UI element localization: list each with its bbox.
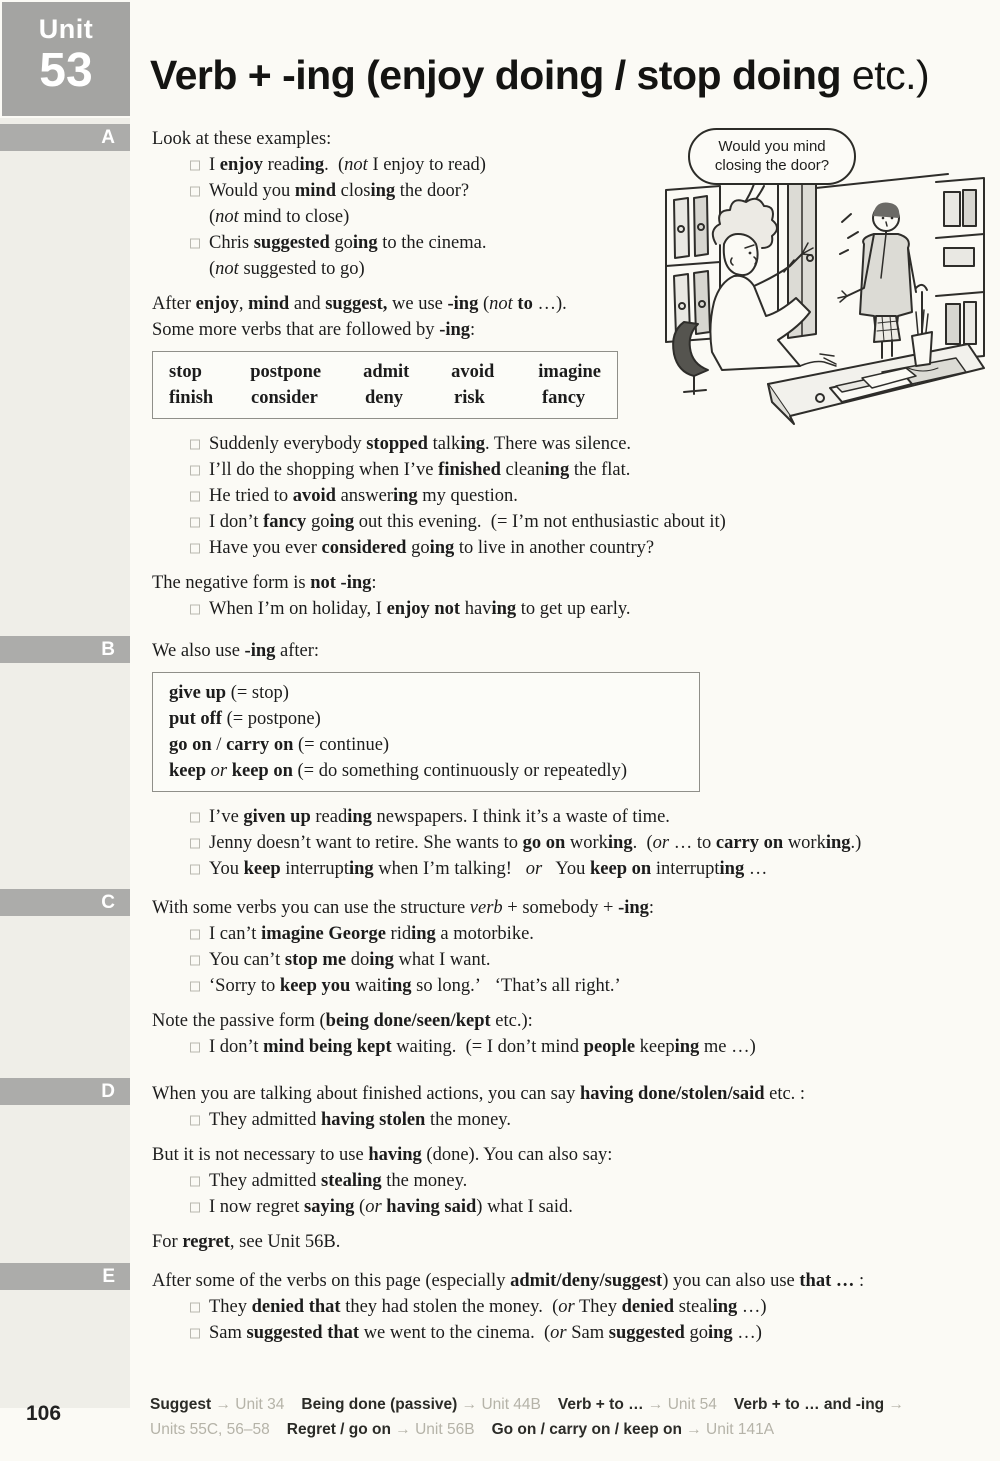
example-sentence: Have you ever considered going to live in another country? xyxy=(152,535,998,561)
speech-bubble-text: closing the door? xyxy=(714,157,830,174)
square-bullet-icon xyxy=(190,161,200,171)
example-sentence: Would you mind closing the door? xyxy=(152,178,998,204)
verb-list-box xyxy=(152,351,618,419)
verb-item: consider xyxy=(251,388,318,408)
phrasal-verb-line: give up (= stop) xyxy=(169,683,289,703)
example-sentence: Chris suggested going to the cinema. xyxy=(152,230,998,256)
square-bullet-icon xyxy=(190,1177,200,1187)
square-bullet-icon xyxy=(190,440,200,450)
example-sentence: I now regret saying (or having said) what I said. xyxy=(152,1194,998,1220)
phrasal-verb-line: keep or keep on (= do something continuously or repeatedly) xyxy=(169,761,627,781)
cross-reference-line: Units 55C, 56–58 Regret / go on → Unit 56B Go on / carry on / keep on → Unit 141A xyxy=(150,1421,775,1438)
margin-strip xyxy=(0,118,130,1408)
square-bullet-icon xyxy=(190,1043,200,1053)
explanation-text: When you are talking about finished actions, you can say having done/stolen/said etc. : xyxy=(152,1084,806,1104)
example-sentence: I’ve given up reading newspapers. I think it’s a waste of time. xyxy=(152,804,998,830)
section-tab-d: D xyxy=(0,1078,130,1105)
square-bullet-icon xyxy=(190,956,200,966)
example-continuation: (not suggested to go) xyxy=(209,259,365,279)
verb-item: stop xyxy=(169,362,202,382)
explanation-text: For regret, see Unit 56B. xyxy=(152,1232,341,1252)
explanation-text: But it is not necessary to use having (done). You can also say: xyxy=(152,1145,613,1165)
square-bullet-icon xyxy=(190,492,200,502)
unit-badge xyxy=(2,2,130,116)
example-sentence: I can’t imagine George riding a motorbike. xyxy=(152,921,998,947)
square-bullet-icon xyxy=(190,518,200,528)
explanation-text: With some verbs you can use the structure verb + somebody + -ing: xyxy=(152,898,655,918)
example-sentence: I’ll do the shopping when I’ve finished cleaning the flat. xyxy=(152,457,998,483)
example-sentence: You keep interrupting when I’m talking! or You keep on interrupting … xyxy=(152,856,998,882)
explanation-text: Note the passive form (being done/seen/kept etc.): xyxy=(152,1011,533,1031)
section-e xyxy=(152,1268,998,1346)
page-title: Verb + -ing (enjoy doing / stop doing etc.) xyxy=(150,52,930,98)
phrasal-verb-line: go on / carry on (= continue) xyxy=(169,735,390,755)
cross-reference-line: Suggest → Unit 34 Being done (passive) → Unit 44B Verb + to … → Unit 54 Verb + to … and -ing → xyxy=(150,1396,904,1413)
explanation-text: After some of the verbs on this page (especially admit/deny/suggest) you can also use that … : xyxy=(152,1271,865,1291)
verb-item: deny xyxy=(365,388,404,408)
speech-bubble xyxy=(688,128,856,185)
example-sentence: They admitted having stolen the money. xyxy=(152,1107,998,1133)
example-sentence: They admitted stealing the money. xyxy=(152,1168,998,1194)
verb-item: fancy xyxy=(542,388,586,408)
verb-item: postpone xyxy=(250,362,322,382)
verb-item: risk xyxy=(454,388,485,408)
page-number: 106 xyxy=(26,1402,62,1425)
explanation-text: After enjoy, mind and suggest, we use -ing (not to …). xyxy=(152,294,567,314)
square-bullet-icon xyxy=(190,1303,200,1313)
square-bullet-icon xyxy=(190,187,200,197)
square-bullet-icon xyxy=(190,466,200,476)
square-bullet-icon xyxy=(190,865,200,875)
square-bullet-icon xyxy=(190,839,200,849)
example-sentence: I enjoy reading. (not I enjoy to read) xyxy=(152,152,998,178)
example-sentence: He tried to avoid answering my question. xyxy=(152,483,998,509)
verb-list-row xyxy=(169,359,601,385)
verb-item: admit xyxy=(363,362,410,382)
example-sentence: Sam suggested that we went to the cinema. (or Sam suggested going …) xyxy=(152,1320,998,1346)
explanation-text: Some more verbs that are followed by -ing: xyxy=(152,320,476,340)
section-d xyxy=(152,1081,998,1255)
example-sentence: ‘Sorry to keep you waiting so long.’ ‘That’s all right.’ xyxy=(152,973,998,999)
square-bullet-icon xyxy=(190,813,200,823)
illustration xyxy=(650,126,990,426)
section-tab-b: B xyxy=(0,636,130,663)
section-c xyxy=(152,895,998,1060)
explanation-text: Look at these examples: xyxy=(152,129,332,149)
verb-list-row xyxy=(169,385,601,411)
square-bullet-icon xyxy=(190,544,200,554)
verb-item: finish xyxy=(169,388,214,408)
verb-item: avoid xyxy=(451,362,495,382)
section-tab-a: A xyxy=(0,124,130,151)
example-sentence: When I’m on holiday, I enjoy not having to get up early. xyxy=(152,596,998,622)
square-bullet-icon xyxy=(190,605,200,615)
example-sentence: They denied that they had stolen the money. (or They denied stealing …) xyxy=(152,1294,998,1320)
section-tab-c: C xyxy=(0,889,130,916)
example-continuation: (not mind to close) xyxy=(209,207,350,227)
phrasal-verb-line: put off (= postpone) xyxy=(169,709,321,729)
square-bullet-icon xyxy=(190,1329,200,1339)
example-sentence: I don’t mind being kept waiting. (= I don’t mind people keeping me …) xyxy=(152,1034,998,1060)
square-bullet-icon xyxy=(190,1116,200,1126)
square-bullet-icon xyxy=(190,982,200,992)
verb-item: imagine xyxy=(538,362,601,382)
example-sentence: Jenny doesn’t want to retire. She wants to go on working. (or … to carry on working.) xyxy=(152,830,998,856)
example-sentence: Suddenly everybody stopped talking. There was silence. xyxy=(152,431,998,457)
explanation-text: We also use -ing after: xyxy=(152,641,320,661)
section-b xyxy=(152,638,998,882)
example-sentence: I don’t fancy going out this evening. (= I’m not enthusiastic about it) xyxy=(152,509,998,535)
square-bullet-icon xyxy=(190,1203,200,1213)
unit-label: Unit xyxy=(38,14,94,44)
explanation-text: The negative form is not -ing: xyxy=(152,573,377,593)
speech-bubble-text: Would you mind xyxy=(718,138,826,155)
example-sentence: You can’t stop me doing what I want. xyxy=(152,947,998,973)
square-bullet-icon xyxy=(190,239,200,249)
unit-number: 53 xyxy=(39,44,93,97)
cross-references xyxy=(150,1392,1000,1442)
square-bullet-icon xyxy=(190,930,200,940)
section-tab-e: E xyxy=(0,1263,130,1290)
phrasal-verb-box xyxy=(152,672,700,792)
